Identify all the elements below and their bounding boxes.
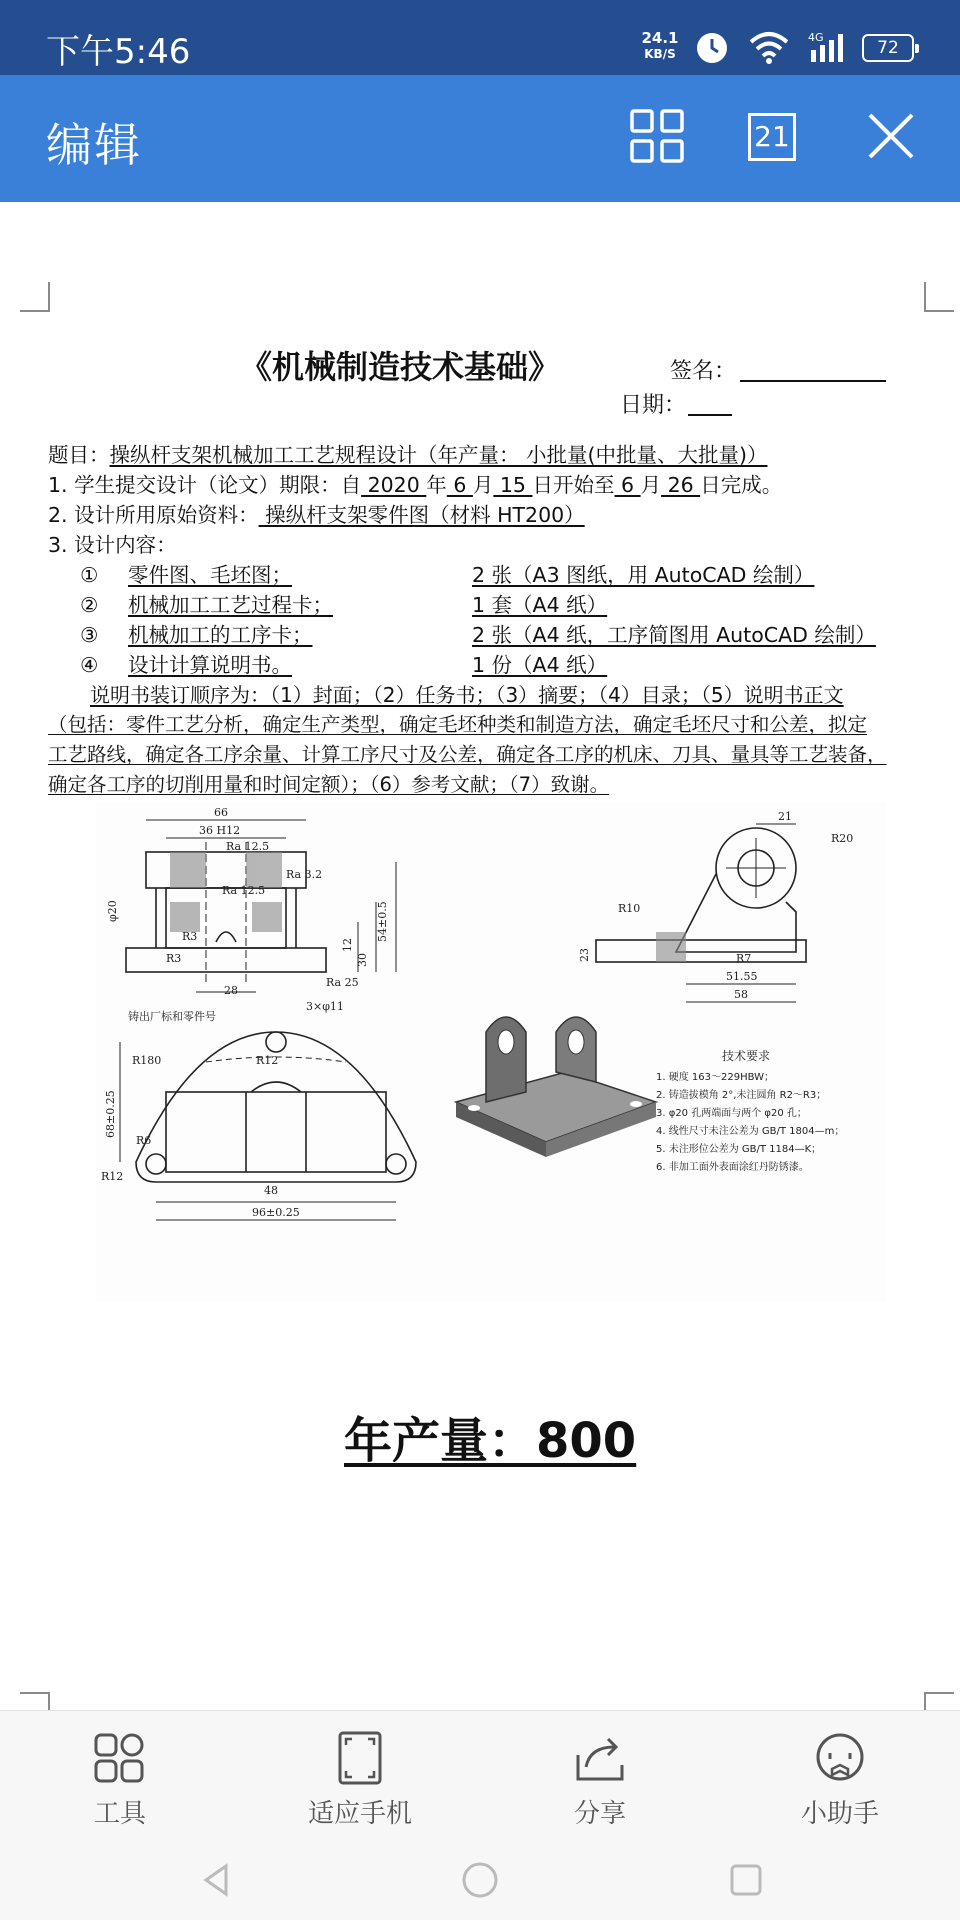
svg-text:36 H12: 36 H12 (199, 824, 241, 837)
list-item-qty: 1 份（A4 纸） (472, 653, 608, 677)
binding-order-text: （包括：零件工艺分析，确定生产类型，确定毛坯种类和制造方法，确定毛坯尺寸和公差，拟定 (48, 713, 868, 736)
list-item: ② 机械加工工艺过程卡； (80, 593, 333, 617)
svg-text:58: 58 (734, 988, 748, 1001)
list-item-qty: 1 套（A4 纸） (472, 593, 608, 617)
content-heading: 3. 设计内容： (48, 533, 177, 557)
svg-text:68±0.25: 68±0.25 (104, 1090, 117, 1138)
page-title: 编辑 (46, 118, 142, 172)
recents-icon[interactable] (726, 1860, 766, 1900)
list-item-qty: 2 张（A3 图纸，用 AutoCAD 绘制） (472, 563, 815, 587)
close-button[interactable] (860, 105, 922, 167)
svg-text:2. 铸造拔模角 2°,未注圆角 R2～R3；: 2. 铸造拔模角 2°,未注圆角 R2～R3； (656, 1090, 827, 1101)
document-title: 《机械制造技术基础》 (240, 348, 561, 386)
svg-text:Ra 12.5: Ra 12.5 (226, 840, 270, 853)
assistant-button[interactable]: 小助手 (760, 1731, 920, 1830)
deadline-line: 1. 学生提交设计（论文）期限：自 2020 年 6 月 15 日开始至 6 月 26 日完成。 (48, 473, 783, 497)
svg-text:R180: R180 (132, 1054, 162, 1067)
close-icon (860, 105, 922, 167)
network-speed: 24.1 KB/S (641, 29, 679, 61)
binding-order-text: 确定各工序的切削用量和时间定额）；（6）参考文献；（7）致谢。 (48, 773, 610, 796)
svg-text:30: 30 (356, 953, 369, 967)
page-count: 21 (748, 113, 796, 161)
svg-text:3. φ20 孔两端面与两个 φ20 孔；: 3. φ20 孔两端面与两个 φ20 孔； (656, 1108, 807, 1119)
svg-text:3×φ11: 3×φ11 (306, 1000, 344, 1013)
fit-screen-icon (332, 1731, 388, 1785)
assistant-icon (812, 1731, 868, 1785)
binding-order-text: 说明书装订顺序为：（1）封面；（2）任务书；（3）摘要；（4）目录；（5）说明书正文 (90, 683, 844, 707)
date-line (688, 414, 732, 416)
share-icon (572, 1731, 628, 1785)
signal-icon (808, 30, 850, 64)
svg-text:R3: R3 (166, 952, 182, 965)
svg-text:R3: R3 (182, 930, 198, 943)
svg-text:54±0.5: 54±0.5 (376, 901, 389, 942)
home-icon[interactable] (460, 1860, 500, 1900)
tools-button[interactable]: 工具 (40, 1731, 200, 1830)
svg-text:R10: R10 (618, 902, 641, 915)
date-label: 日期： (620, 393, 687, 418)
binding-order-text: 工艺路线，确定各工序余量、计算工序尺寸及公差，确定各工序的机床、刀具、量具等工艺装备， (48, 743, 887, 766)
svg-text:Ra 25: Ra 25 (326, 976, 359, 989)
share-button[interactable]: 分享 (520, 1731, 680, 1830)
topic-line: 题目：操纵杆支架机械加工工艺规程设计（年产量： 小批量(中批量、大批量)） (48, 443, 768, 467)
list-item: ④ 设计计算说明书。 (80, 653, 292, 677)
page-corner-mark (20, 282, 50, 312)
page-corner-mark (924, 1692, 954, 1712)
svg-text:1. 硬度 163～229HBW；: 1. 硬度 163～229HBW； (656, 1072, 774, 1083)
svg-text:Ra 12.5: Ra 12.5 (222, 884, 266, 897)
svg-text:φ20: φ20 (106, 900, 119, 922)
svg-text:6. 非加工面外表面涂红丹防锈漆。: 6. 非加工面外表面涂红丹防锈漆。 (656, 1162, 809, 1173)
wifi-icon (748, 30, 790, 64)
list-item-qty: 2 张（A4 纸，工序简图用 AutoCAD 绘制） (472, 623, 876, 647)
svg-text:23: 23 (578, 948, 591, 962)
list-item: ③ 机械加工的工序卡； (80, 623, 313, 647)
svg-text:51.55: 51.55 (726, 970, 758, 983)
app-bar (0, 75, 960, 202)
svg-text:铸出厂标和零件号: 铸出厂标和零件号 (128, 1010, 216, 1023)
svg-text:28: 28 (224, 984, 238, 997)
list-item: ① 零件图、毛坯图； (80, 563, 292, 587)
fit-phone-button[interactable]: 适应手机 (280, 1731, 440, 1830)
svg-text:48: 48 (264, 1184, 278, 1197)
system-nav-bar (0, 1840, 960, 1920)
status-time: 下午5:46 (46, 32, 191, 72)
page-count-button[interactable] (742, 105, 804, 167)
annual-production: 年产量：800 (344, 1413, 637, 1469)
svg-text:R12: R12 (101, 1170, 124, 1183)
tools-icon (92, 1731, 148, 1785)
svg-text:12: 12 (341, 938, 354, 952)
alarm-icon (693, 28, 731, 66)
svg-text:4G: 4G (808, 31, 824, 44)
grid-view-button[interactable] (626, 105, 688, 167)
grid-icon (626, 105, 688, 167)
sign-label: 签名： (670, 359, 737, 384)
bottom-toolbar (0, 1710, 960, 1841)
svg-text:5. 未注形位公差为 GB/T 1184—K；: 5. 未注形位公差为 GB/T 1184—K； (656, 1144, 822, 1155)
status-bar (0, 0, 960, 75)
svg-text:Ra 3.2: Ra 3.2 (286, 868, 323, 881)
svg-text:66: 66 (214, 806, 228, 819)
back-icon[interactable] (196, 1860, 236, 1900)
svg-text:96±0.25: 96±0.25 (252, 1206, 300, 1219)
materials-line: 2. 设计所用原始资料： 操纵杆支架零件图（材料 HT200） (48, 503, 585, 527)
svg-text:R20: R20 (831, 832, 854, 845)
svg-text:21: 21 (778, 810, 792, 823)
svg-text:R6: R6 (136, 1134, 152, 1147)
svg-text:R7: R7 (736, 952, 752, 965)
svg-text:R12: R12 (256, 1054, 279, 1067)
part-drawing (96, 802, 886, 1302)
page-corner-mark (924, 282, 954, 312)
page-corner-mark (20, 1692, 50, 1712)
sign-line (740, 380, 886, 382)
svg-text:4. 线性尺寸未注公差为 GB/T 1804—m；: 4. 线性尺寸未注公差为 GB/T 1804—m； (656, 1126, 845, 1137)
svg-text:技术要求: 技术要求 (722, 1049, 771, 1063)
topic-value: 操纵杆支架机械加工工艺规程设计（年产量： 小批量(中批量、大批量)） (109, 443, 768, 467)
battery-icon: 72 (862, 34, 914, 62)
document-page[interactable] (0, 202, 960, 1710)
